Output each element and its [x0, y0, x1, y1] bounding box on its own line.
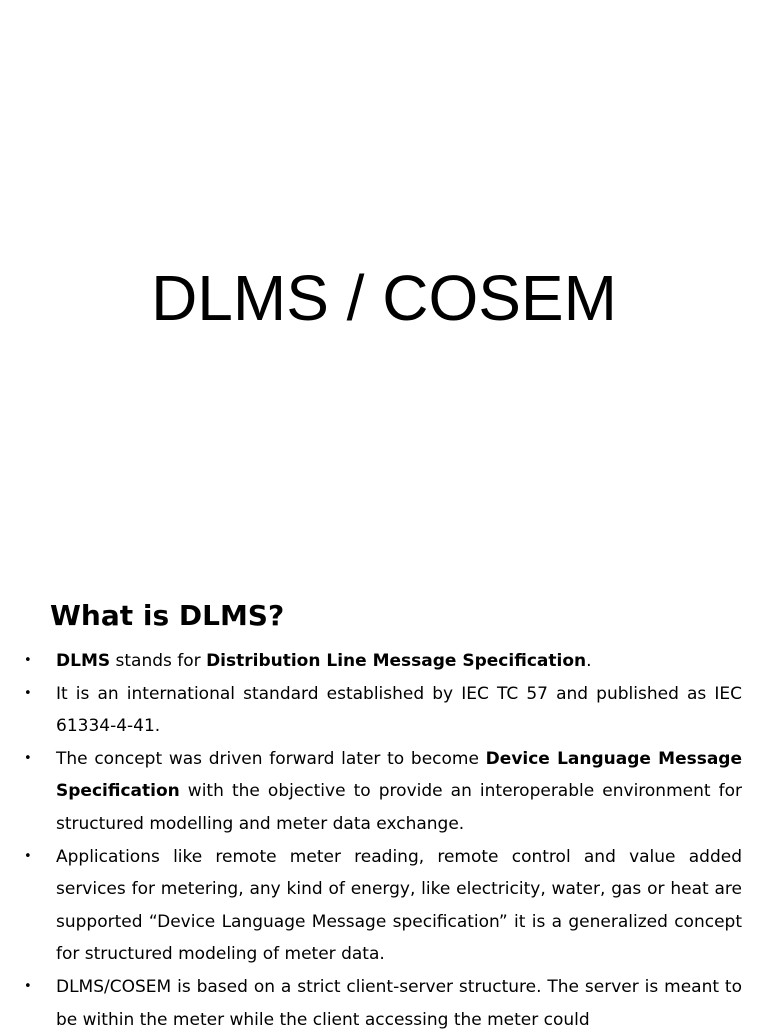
- bullet-item: [0, 678, 768, 743]
- bullet-text-bold: DLMS: [56, 651, 111, 671]
- bullet-icon: •: [24, 978, 32, 994]
- bullet-item: [0, 743, 768, 841]
- bullet-text: stands for: [110, 651, 207, 671]
- bullet-item: [0, 971, 768, 1036]
- bullet-text: It is an international standard established by IEC TC 57 and published as IEC 61334-4-41.: [56, 683, 742, 737]
- bullet-item: [0, 645, 768, 678]
- bullet-text-bold: Distribution Line Message Specification: [206, 651, 587, 671]
- bullet-text: Applications like remote meter reading, remote control and value added services for metering, any kind of energy, like electricity, water, gas or heat are supported “Device Language Message specification” it is a generalized concept for structured modeling of meter data.: [56, 846, 742, 965]
- bullet-text: The concept was driven forward later to become: [56, 748, 486, 769]
- bullet-list: [0, 645, 768, 1036]
- bullet-text: DLMS/COSEM is based on a strict client-server structure. The server is meant to be within the meter while the client accessing the meter could: [56, 976, 742, 1030]
- bullet-text-bold: Device Language Message Specification: [56, 748, 743, 802]
- bullet-icon: •: [24, 848, 32, 864]
- bullet-item: [0, 841, 768, 971]
- bullet-icon: •: [24, 750, 32, 766]
- bullet-text: .: [586, 651, 592, 671]
- bullet-icon: •: [24, 653, 32, 668]
- slide-title: DLMS / COSEM: [151, 262, 617, 334]
- bullet-text: with the objective to provide an interoperable environment for structured modelling and meter data exchange.: [56, 781, 742, 834]
- section-heading: What is DLMS?: [50, 599, 285, 632]
- bullet-icon: •: [24, 685, 32, 701]
